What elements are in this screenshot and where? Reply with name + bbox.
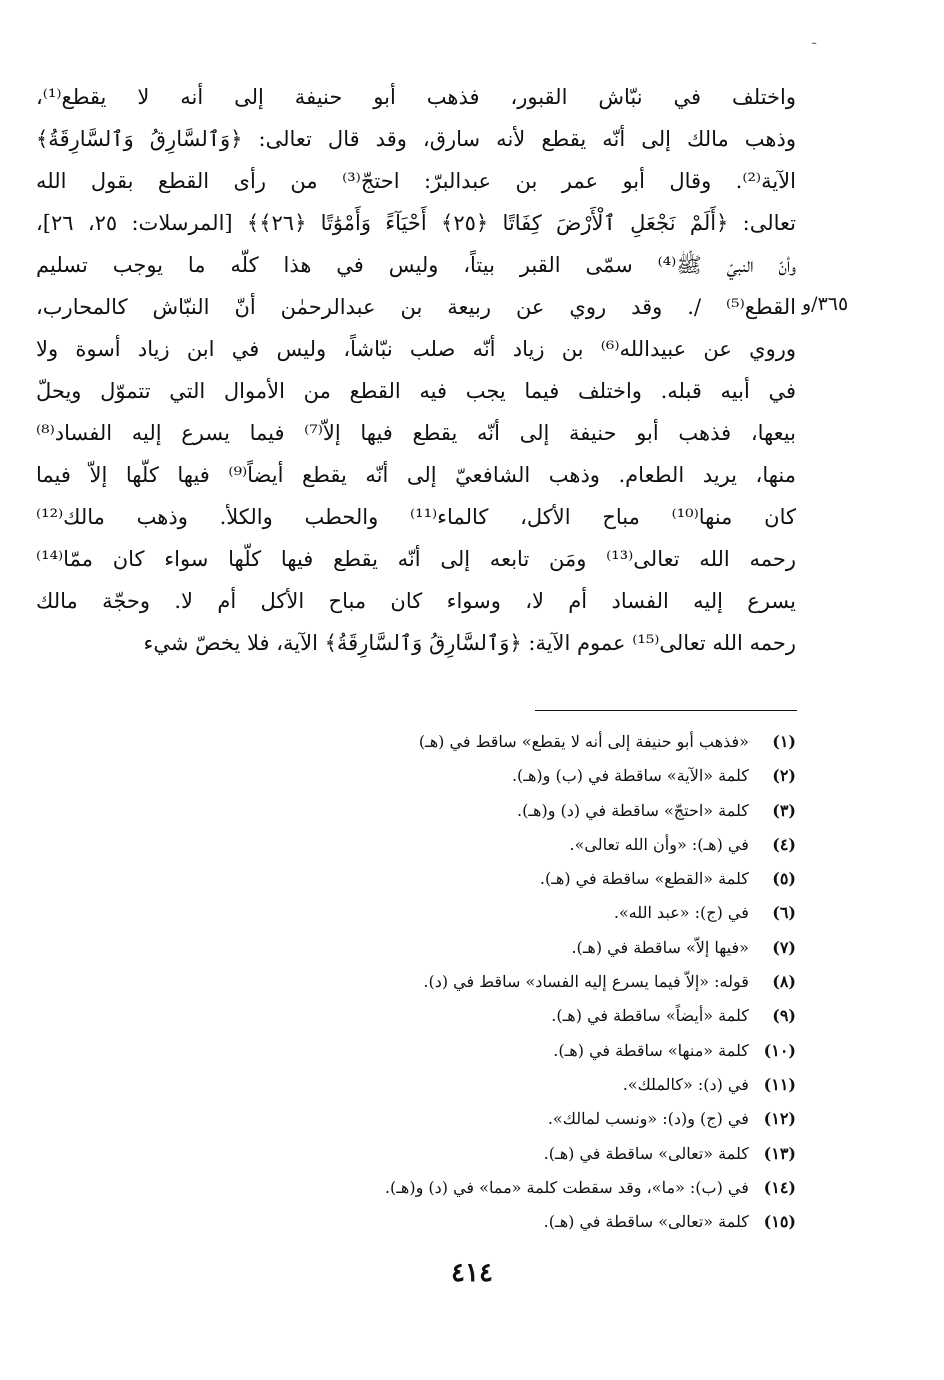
footnote-number: (١) (772, 732, 796, 751)
text-line: القطع⁽⁵⁾ /. وقد روي عن ربيعة بن عبدالرحمٰن أنّ النبّاش كالمحارب، (36, 295, 796, 319)
footnote-number: (٧) (772, 937, 796, 957)
footnote (160, 1207, 796, 1241)
footnote-text: كلمة «احتجّ» ساقطة في (د) و(هـ). (517, 800, 749, 820)
footnote-number: (١٢) (763, 1109, 796, 1129)
footnote-text: قوله: «إلاّ فيما يسرع إليه الفساد» ساقط في (د). (423, 972, 749, 992)
footnote (160, 933, 796, 967)
footnote-divider (535, 710, 797, 711)
footnote (160, 761, 796, 795)
footnote-text: كلمة «الآية» ساقطة في (ب) و(هـ). (511, 766, 749, 786)
main-text (36, 76, 796, 664)
footnote (160, 796, 796, 830)
footnote (160, 727, 796, 761)
text-line: بيعها، فذهب أبو حنيفة إلى أنّه يقطع فيها إلاّ⁽⁷⁾ فيما يسرع إليه الفساد⁽⁸⁾ (36, 421, 796, 445)
footnote-text: كلمة «منها» ساقطة في (هـ). (553, 1040, 749, 1060)
footnote (160, 1001, 796, 1035)
text-line: واختلف في نبّاش القبور، فذهب أبو حنيفة إلى أنه لا يقطع⁽¹⁾، (36, 85, 796, 109)
footnote (160, 830, 796, 864)
footnote-text: في (ج): «عبد الله». (613, 903, 749, 923)
footnote (160, 864, 796, 898)
footnote (160, 1070, 796, 1104)
text-line: وذهب مالك إلى أنّه يقطع لأنه سارق، وقد قال تعالى: ﴿وَٱلسَّارِقُ وَٱلسَّارِقَةُ﴾ (36, 127, 796, 151)
footnote-number: (٨) (772, 972, 796, 992)
footnote-text: في (ج) و(د): «ونسب لمالك». (547, 1109, 749, 1129)
text-line: كان منها⁽¹⁰⁾ مباح الأكل، كالماء⁽¹¹⁾ والحطب والكلأ. وذهب مالك⁽¹²⁾ (36, 505, 796, 529)
footnote (160, 1173, 796, 1207)
text-line: وأنّ النبيّ ﷺ⁽⁴⁾ سمّى القبر بيتاً، وليس في هذا كلّه ما يوجب تسليم (36, 253, 796, 277)
footnote (160, 898, 796, 932)
text-line: الآية⁽²⁾. وقال أبو عمر بن عبدالبرّ: احتجّ⁽³⁾ من رأى القطع بقول الله (36, 169, 796, 193)
text-line: تعالى: ﴿أَلَمْ نَجْعَلِ ٱلْأَرْضَ كِفَاتًا ﴿٢٥﴾ أَحْيَآءً وَأَمْوَٰتًا ﴿٢٦﴾﴾ [المرسلات: ٢٥، ٢٦]، (36, 211, 796, 235)
footnote-text: كلمة «أيضاً» ساقطة في (هـ). (551, 1006, 749, 1026)
footnote (160, 967, 796, 1001)
footnote-number: (٤) (772, 834, 796, 854)
footnote-number: (٦) (772, 903, 796, 923)
margin-mark: ـ (812, 32, 817, 48)
footnote-text: «فذهب أبو حنيفة إلى أنه لا يقطع» ساقط في (هـ) (418, 732, 749, 751)
footnote-text: كلمة «القطع» ساقطة في (هـ). (539, 869, 749, 889)
footnote-number: (٩) (772, 1006, 796, 1026)
footnote-text: في (هـ): «وأن الله تعالى». (569, 834, 749, 854)
text-line: رحمه الله تعالى⁽¹³⁾ ومَن تابعه إلى أنّه يقطع فيها كلّها سواء كان ممّا⁽¹⁴⁾ (36, 547, 796, 571)
footnote (160, 1104, 796, 1138)
footnote-number: (١٥) (763, 1212, 796, 1232)
footnote-text: «فيها إلاّ» ساقطة في (هـ). (571, 937, 749, 957)
text-line: وروي عن عبيدالله⁽⁶⁾ بن زياد أنّه صلب نبّاشاً، وليس في ابن زياد أسوة ولا (36, 337, 796, 361)
footnote-number: (١٣) (763, 1143, 796, 1163)
footnote (160, 1139, 796, 1173)
footnote-number: (١١) (763, 1074, 796, 1094)
footnote-number: (١٤) (763, 1177, 796, 1197)
footnotes-list (160, 727, 796, 1241)
text-line: رحمه الله تعالى⁽¹⁵⁾ عموم الآية: ﴿وَٱلسَّارِقُ وَٱلسَّارِقَةُ﴾ الآية، فلا يخصّ شيء (143, 631, 796, 655)
text-line: في أبيه قبله. واختلف فيما يجب فيه القطع من الأموال التي تتموّل ويحلّ (36, 379, 796, 403)
footnote-number: (٣) (772, 800, 796, 820)
footnote-number: (٢) (772, 766, 796, 786)
footnote-number: (١٠) (763, 1040, 796, 1060)
text-line: منها، يريد الطعام. وذهب الشافعيّ إلى أنّه يقطع أيضاً⁽⁹⁾ فيها كلّها إلاّ فيما (36, 463, 796, 487)
manuscript-folio-note: ٣٦٥/و (802, 293, 849, 315)
page-number: ٤١٤ (451, 1258, 493, 1288)
footnote-text: في (د): «كالملك». (622, 1074, 749, 1094)
footnote (160, 1036, 796, 1070)
text-line: يسرع إليه الفساد أم لا، وسواء كان مباح الأكل أم لا. وحجّة مالك (36, 589, 796, 613)
footnote-text: كلمة «تعالى» ساقطة في (هـ). (543, 1212, 749, 1232)
footnote-text: في (ب): «ما»، وقد سقطت كلمة «مما» في (د) و(هـ). (384, 1177, 749, 1197)
footnote-text: كلمة «تعالى» ساقطة في (هـ). (543, 1143, 749, 1163)
footnote-number: (٥) (772, 869, 796, 889)
